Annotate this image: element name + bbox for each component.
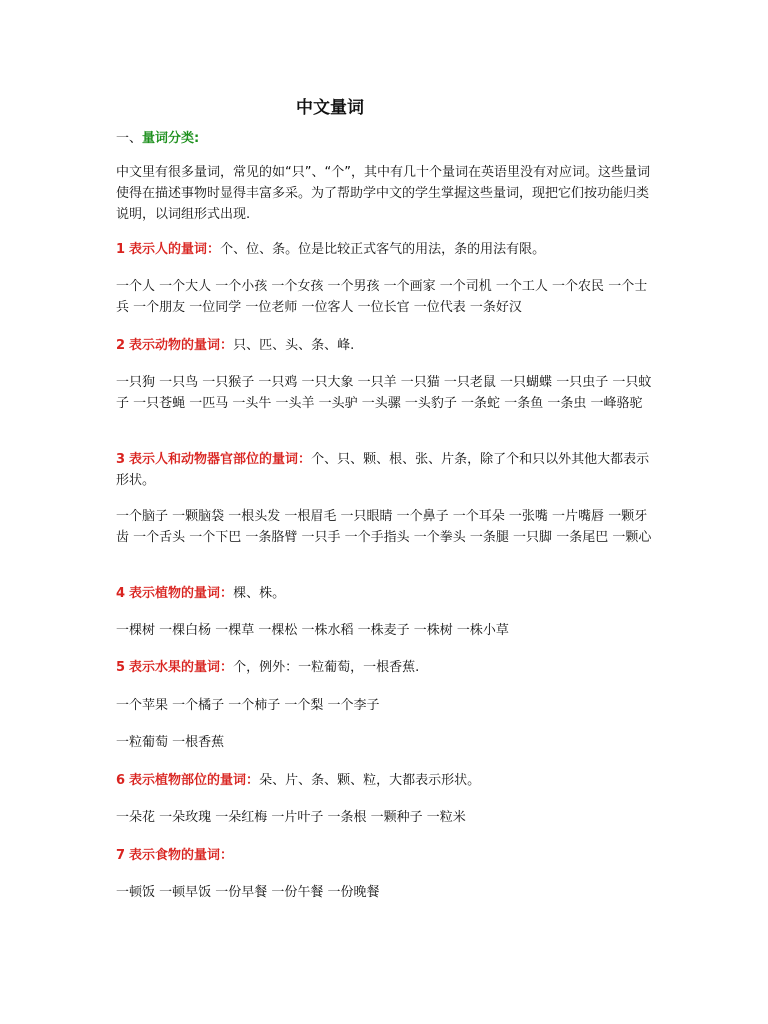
category-description: 个，例外：一粒葡萄，一根香蕉. xyxy=(233,660,420,675)
category-heading xyxy=(116,845,656,866)
category-number: 2 xyxy=(116,338,126,353)
category-heading xyxy=(116,449,656,491)
category-heading xyxy=(116,770,656,791)
category-description: 棵、株。 xyxy=(233,586,286,601)
category-description: 只、匹、头、条、峰. xyxy=(233,338,355,353)
document-title: 中文量词 xyxy=(296,98,364,118)
category-number: 6 xyxy=(116,773,126,788)
category-number: 3 xyxy=(116,452,126,467)
category-number: 5 xyxy=(116,660,126,675)
category-examples: 一个人 一个大人 一个小孩 一个女孩 一个男孩 一个画家 一个司机 一个工人 一个农民 一个士兵 一个朋友 一位同学 一位老师 一位客人 一位长官 一位代表 一条好汉 xyxy=(116,279,648,315)
category-title: 表示水果的量词： xyxy=(129,660,234,675)
category-number: 4 xyxy=(116,586,126,601)
category-examples: 一粒葡萄 一根香蕉 xyxy=(116,735,225,750)
category-description: 个、位、条。位是比较正式客气的用法，条的用法有限。 xyxy=(220,242,546,257)
category-number: 1 xyxy=(116,242,126,257)
intro-paragraph: 中文里有很多量词，常见的如“只”、“个”，其中有几十个量词在英语里没有对应词。这些量词使得在描述事物时显得丰富多采。为了帮助学中文的学生掌握这些量词，现把它们按功能归类说明，以词组形式出现. xyxy=(116,165,650,222)
category-heading xyxy=(116,335,656,356)
category-number: 7 xyxy=(116,848,126,863)
category-heading xyxy=(116,239,656,260)
category-description: 个、只、颗、根、张、片条，除了个和只以外其他大都表示形状。 xyxy=(116,452,650,488)
category-title: 表示食物的量词： xyxy=(129,848,234,863)
category-title: 表示人的量词： xyxy=(129,242,221,257)
category-examples: 一个脑子 一颗脑袋 一根头发 一根眉毛 一只眼睛 一个鼻子 一个耳朵 一张嘴 一片嘴唇 一颗牙齿 一个舌头 一个下巴 一条胳臂 一只手 一个手指头 一个拳头 一条腿 一只脚 一条尾巴 一颗心 xyxy=(116,509,652,545)
category-description: 朵、片、条、颗、粒，大都表示形状。 xyxy=(259,773,481,788)
category-examples: 一棵树 一棵白杨 一棵草 一棵松 一株水稻 一株麦子 一株树 一株小草 xyxy=(116,623,509,638)
section-heading xyxy=(116,128,656,149)
category-examples: 一顿饭 一顿早饭 一份早餐 一份午餐 一份晚餐 xyxy=(116,885,380,900)
category-title: 表示动物的量词： xyxy=(129,338,234,353)
category-heading xyxy=(116,583,656,604)
category-examples: 一只狗 一只鸟 一只猴子 一只鸡 一只大象 一只羊 一只猫 一只老鼠 一只蝴蝶 一只虫子 一只蚊子 一只苍蝇 一匹马 一头牛 一头羊 一头驴 一头骡 一头豹子 一条蛇 一条鱼 一条虫 一峰骆驼 xyxy=(116,375,652,411)
category-examples: 一朵花 一朵玫瑰 一朵红梅 一片叶子 一条根 一颗种子 一粒米 xyxy=(116,810,466,825)
category-title: 表示人和动物器官部位的量词： xyxy=(129,452,312,467)
section-heading-label: 量词分类: xyxy=(142,131,200,146)
category-title: 表示植物的量词： xyxy=(129,586,234,601)
section-prefix: 一、 xyxy=(116,131,143,146)
category-heading xyxy=(116,657,656,678)
category-title: 表示植物部位的量词： xyxy=(129,773,260,788)
category-examples: 一个苹果 一个橘子 一个柿子 一个梨 一个李子 xyxy=(116,698,380,713)
